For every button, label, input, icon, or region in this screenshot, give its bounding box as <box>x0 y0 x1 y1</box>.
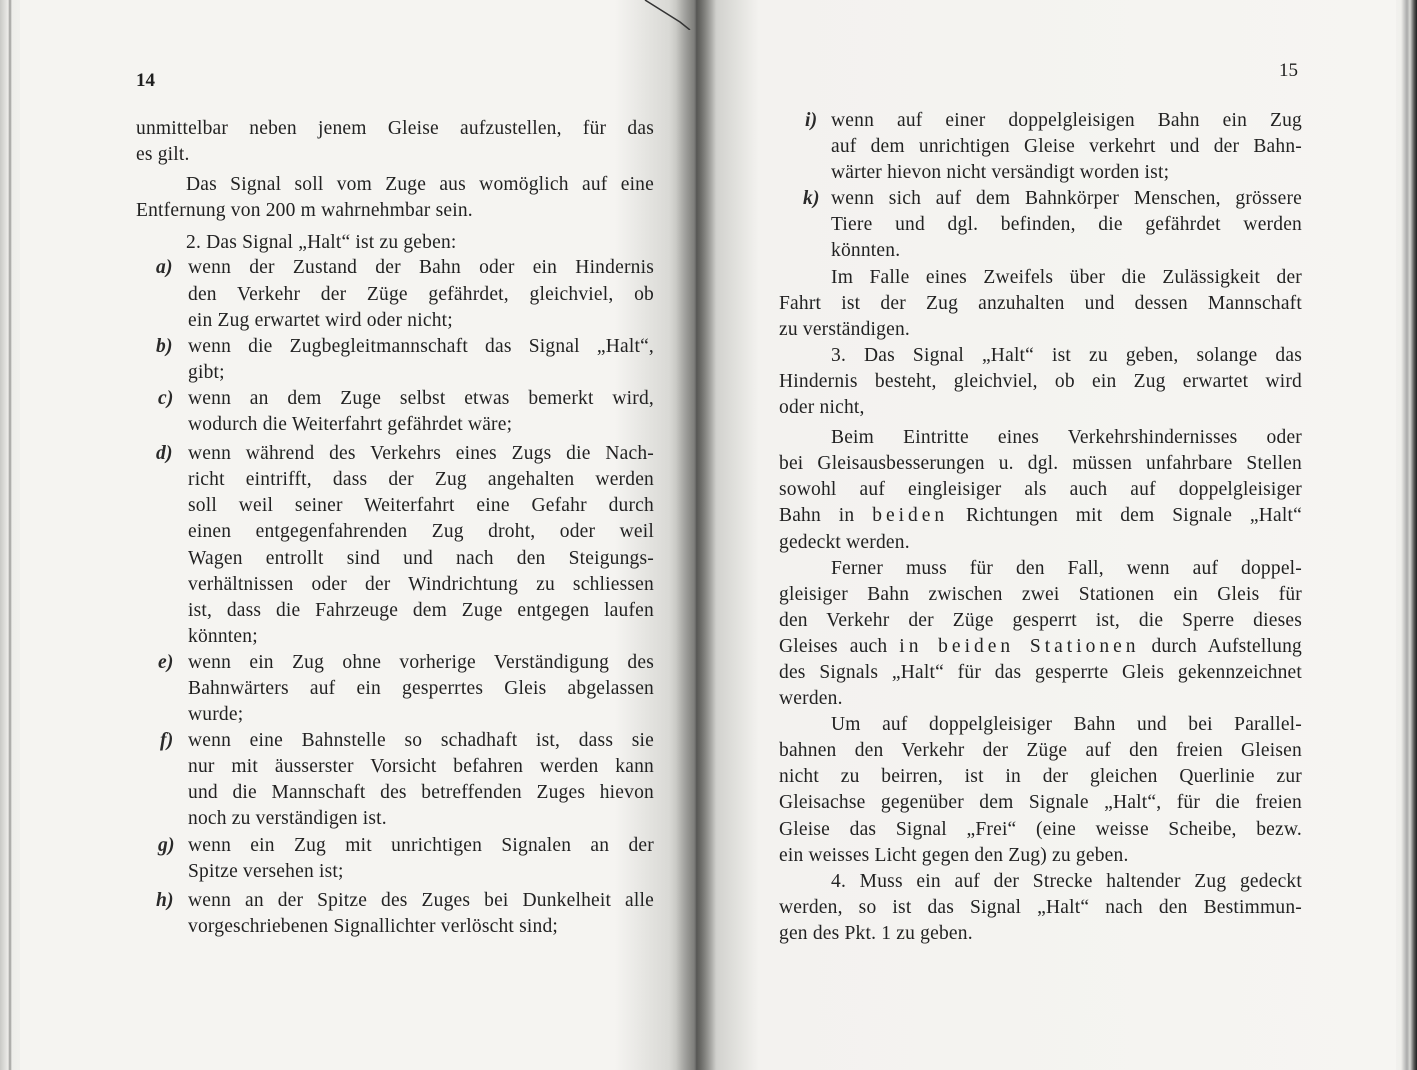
page-number-right: 15 <box>1279 60 1298 81</box>
text-line: werden, so ist das Signal „Halt“ nach den Bestimmun- <box>779 896 1302 918</box>
text-line <box>779 503 1302 529</box>
text-line: es gilt. <box>136 144 190 166</box>
item-marker: a) <box>156 257 173 279</box>
page-number-left: 14 <box>136 70 155 91</box>
text-line: Wagen entrollt sind und nach den Steigungs- <box>188 547 654 569</box>
text-line: den Verkehr der Züge gesperrt ist, die Sperre dieses <box>779 609 1302 631</box>
item-marker: g) <box>158 834 175 856</box>
text-line: Um auf doppelgleisiger Bahn und bei Parallel- <box>831 714 1302 736</box>
paragraph-4 <box>779 869 1302 947</box>
list-item-g <box>136 833 654 885</box>
text-line: gen des Pkt. 1 zu geben. <box>779 922 973 944</box>
text-line: unmittelbar neben jenem Gleise aufzustellen, für das <box>136 118 654 139</box>
text-line: gedeckt werden. <box>779 531 910 553</box>
paragraph-parallel <box>779 712 1302 869</box>
text-line: wenn während des Verkehrs eines Zugs die Nach- <box>188 443 654 465</box>
text-line: 2. Das Signal „Halt“ ist zu geben: <box>186 232 457 254</box>
text-line: Spitze versehen ist; <box>188 860 344 882</box>
text-line: gibt; <box>188 361 225 383</box>
text-line: oder nicht, <box>779 397 865 419</box>
text-line: Gleisachse gegenüber dem Signale „Halt“, für die freien <box>779 792 1302 814</box>
text-line: wenn sich auf dem Bahnkörper Menschen, grössere <box>831 188 1302 210</box>
text-line: richt eintrifft, dass der Zug angehalten werden <box>188 469 654 491</box>
text-line: wenn eine Bahnstelle so schadhaft ist, dass sie <box>188 730 654 752</box>
text-line: könnten; <box>188 625 258 647</box>
book-gutter <box>676 0 716 1070</box>
text-line: verhältnissen oder der Windrichtung zu schliessen <box>188 573 654 595</box>
emphasized-text: beiden <box>872 505 949 527</box>
item-marker: f) <box>160 730 174 752</box>
text-line: nur mit äusserster Vorsicht befahren werden kann <box>188 756 654 778</box>
text-line: sowohl auf eingleisiger als auch auf doppelgleisiger <box>779 479 1302 501</box>
text-line: Das Signal soll vom Zuge aus womöglich auf eine <box>186 174 654 196</box>
paragraph-further <box>779 556 1302 713</box>
text-line: des Signals „Halt“ für das gesperrte Gleis gekennzeichnet <box>779 661 1302 683</box>
text-line: den Verkehr der Züge gefährdet, gleichviel, ob <box>188 283 654 305</box>
text-line: wenn an dem Zuge selbst etwas bemerkt wird, <box>188 387 654 409</box>
text-line: zu verständigen. <box>779 318 910 340</box>
text-line: ist, dass die Fahrzeuge dem Zuge entgegen laufen <box>188 599 654 621</box>
right-text <box>779 108 1302 947</box>
text-line: wenn auf einer doppelgleisigen Bahn ein Zug <box>831 110 1302 131</box>
text-line: wurde; <box>188 704 244 726</box>
item-marker: c) <box>158 387 174 409</box>
text-line: nicht zu beirren, ist in der gleichen Querlinie zur <box>779 766 1302 788</box>
list-item-f <box>136 728 654 832</box>
text-line: könnten. <box>831 240 901 262</box>
left-text <box>136 116 654 940</box>
item-marker: i) <box>805 110 818 131</box>
list-item-e <box>136 650 654 728</box>
item-marker: k) <box>803 188 820 210</box>
text-line: wenn ein Zug mit unrichtigen Signalen an der <box>188 834 654 856</box>
text-line: Beim Eintritte eines Verkehrshindernisses oder <box>831 427 1302 449</box>
list-item-a <box>136 255 654 333</box>
item-marker: d) <box>156 443 173 465</box>
text-line: Hindernis besteht, gleichviel, ob ein Zug erwartet wird <box>779 370 1302 392</box>
text-line: werden. <box>779 688 843 710</box>
paragraph-doubt <box>779 265 1302 343</box>
text-line: soll weil seiner Weiterfahrt eine Gefahr durch <box>188 495 654 517</box>
text-line: Gleise das Signal „Frei“ (eine weisse Scheibe, bezw. <box>779 818 1302 840</box>
binding-thread <box>640 0 700 30</box>
text-line: 3. Das Signal „Halt“ ist zu geben, solange das <box>831 344 1302 366</box>
paragraph-obstacle <box>779 425 1302 555</box>
text-fragment: durch Aufstellung <box>1139 635 1302 657</box>
list-item-h <box>136 888 654 940</box>
text-line <box>779 634 1302 660</box>
text-line: wenn die Zugbegleitmannschaft das Signal „Halt“, <box>188 335 654 357</box>
text-line: gleisiger Bahn zwischen zwei Stationen ein Gleis für <box>779 583 1302 605</box>
text-fragment: Richtungen mit dem Signale „Halt“ <box>948 505 1302 527</box>
text-line: Im Falle eines Zweifels über die Zulässigkeit der <box>831 266 1302 288</box>
text-line: ein Zug erwartet wird oder nicht; <box>188 309 453 331</box>
item-marker: b) <box>156 335 173 357</box>
list-item-k <box>779 186 1302 264</box>
text-fragment: Bahn in <box>779 505 873 527</box>
text-line: noch zu verständigen ist. <box>188 808 387 830</box>
paragraph-3 <box>779 343 1302 421</box>
text-line: Fahrt ist der Zug anzuhalten und dessen Mannschaft <box>779 292 1302 314</box>
text-line: wärter hievon nicht versändigt worden ist; <box>831 162 1170 184</box>
text-line: ein weisses Licht gegen den Zug) zu geben. <box>779 844 1129 866</box>
text-line: einen entgegenfahrenden Zug droht, oder weil <box>188 521 654 543</box>
text-line: bahnen den Verkehr der Züge auf den freien Gleisen <box>779 740 1302 762</box>
paragraph-distance <box>136 172 654 224</box>
text-line: wenn ein Zug ohne vorherige Verständigung des <box>188 651 654 673</box>
text-line: Ferner muss für den Fall, wenn auf doppel- <box>831 557 1302 579</box>
list-item-d <box>136 441 654 650</box>
text-line: vorgeschriebenen Signallichter verlöscht sind; <box>188 915 559 937</box>
paragraph-intro <box>136 116 654 168</box>
text-line: Tiere und dgl. befinden, die gefährdet werden <box>831 214 1302 236</box>
text-line: wenn der Zustand der Bahn oder ein Hindernis <box>188 257 654 279</box>
text-line: und die Mannschaft des betreffenden Zuges hievon <box>188 782 654 804</box>
emphasized-text: in beiden Stationen <box>899 635 1140 657</box>
text-line: auf dem unrichtigen Gleise verkehrt und der Bahn- <box>831 136 1302 158</box>
item-marker: e) <box>158 651 174 673</box>
item-marker: h) <box>156 889 174 911</box>
text-line: bei Gleisausbesserungen u. dgl. müssen unfahrbare Stellen <box>779 453 1302 475</box>
list-item-i <box>779 108 1302 186</box>
section-2-heading <box>136 230 654 256</box>
text-line: wodurch die Weiterfahrt gefährdet wäre; <box>188 414 513 436</box>
text-line: 4. Muss ein auf der Strecke haltender Zug gedeckt <box>831 870 1302 892</box>
list-item-b <box>136 334 654 386</box>
text-line: Entfernung von 200 m wahrnehmbar sein. <box>136 200 473 222</box>
text-line: Bahnwärters auf ein gesperrtes Gleis abgelassen <box>188 677 654 699</box>
list-item-c <box>136 386 654 438</box>
text-line: wenn an der Spitze des Zuges bei Dunkelheit alle <box>188 889 654 911</box>
text-fragment: Gleises auch <box>779 635 900 657</box>
